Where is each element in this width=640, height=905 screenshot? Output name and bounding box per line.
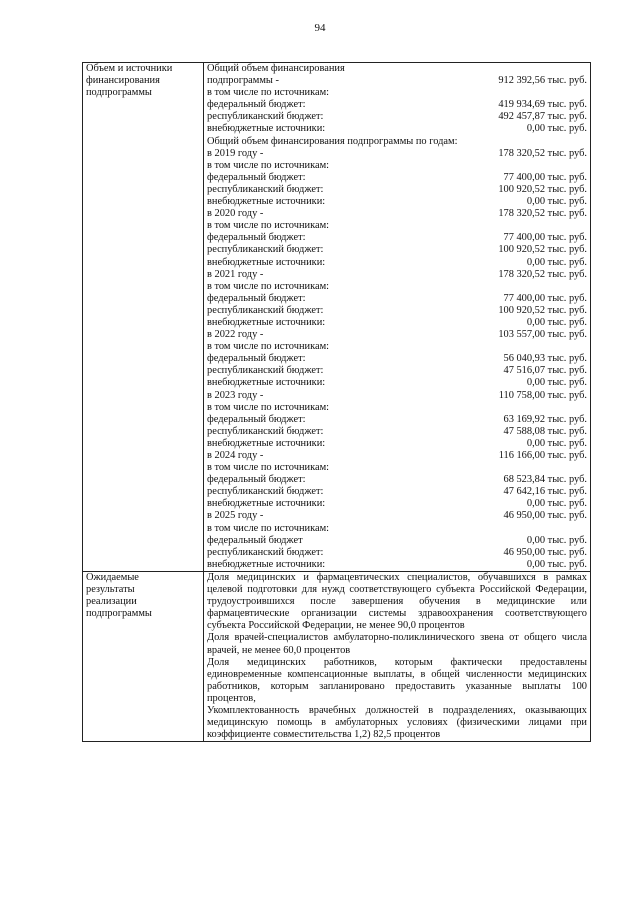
financing-line xyxy=(207,559,587,571)
financing-line xyxy=(207,111,587,123)
financing-line xyxy=(207,244,587,256)
financing-line xyxy=(207,341,587,353)
financing-line xyxy=(207,87,587,99)
financing-line-amount: 47 516,07 тыс. руб. xyxy=(503,365,587,377)
financing-line xyxy=(207,547,587,559)
financing-line-label: федеральный бюджет: xyxy=(207,413,306,425)
financing-line xyxy=(207,486,587,498)
financing-line xyxy=(207,293,587,305)
financing-line-label: республиканский бюджет: xyxy=(207,546,324,558)
financing-line-amount: 0,00 тыс. руб. xyxy=(526,123,587,135)
financing-line-amount: 178 320,52 тыс. руб. xyxy=(498,268,587,280)
results-row xyxy=(83,571,591,741)
financing-line-amount: 178 320,52 тыс. руб. xyxy=(498,208,587,220)
financing-line xyxy=(207,196,587,208)
financing-line-label: в 2021 году - xyxy=(207,268,264,280)
financing-line-label: внебюджетные источники: xyxy=(207,196,326,208)
financing-details xyxy=(204,63,591,572)
financing-line-label: в 2019 году - xyxy=(207,147,264,159)
financing-line-amount: 0,00 тыс. руб. xyxy=(526,196,587,208)
financing-line-label: внебюджетные источники: xyxy=(207,498,326,510)
financing-line-amount: 68 523,84 тыс. руб. xyxy=(503,474,587,486)
financing-line-label: федеральный бюджет: xyxy=(207,292,306,304)
financing-line-amount: 110 758,00 тыс. руб. xyxy=(498,389,587,401)
financing-line xyxy=(207,450,587,462)
financing-line-label: внебюджетные источники: xyxy=(207,377,326,389)
financing-line xyxy=(207,172,587,184)
financing-line-amount: 100 920,52 тыс. руб. xyxy=(498,183,587,195)
financing-line-label: Общий объем финансирования подпрограммы по годам: xyxy=(207,135,458,147)
financing-line-label: внебюджетные источники: xyxy=(207,316,326,328)
financing-line-amount: 116 166,00 тыс. руб. xyxy=(498,450,587,461)
financing-line-amount: 100 920,52 тыс. руб. xyxy=(498,304,587,316)
financing-line xyxy=(207,414,587,426)
financing-line-label: в том числе по источникам: xyxy=(207,462,330,474)
financing-line-label: в том числе по источникам: xyxy=(207,341,330,353)
financing-line xyxy=(207,281,587,293)
financing-line xyxy=(207,317,587,329)
financing-line-amount: 0,00 тыс. руб. xyxy=(526,534,587,546)
financing-line-label: внебюджетные источники: xyxy=(207,123,326,135)
financing-line xyxy=(207,510,587,522)
result-indicator: Укомплектованность врачебных должностей в подразделениях, оказывающих медицинскую помощь в амбулаторных условиях (физическими лицами при коэффициенте совместительства 1,2) 82,5 процентов xyxy=(207,704,587,741)
financing-line xyxy=(207,208,587,220)
result-indicator: Доля медицинских и фармацевтических специалистов, обучавшихся в рамках целевой подготовки для нужд соответствующего субъекта Российской Федерации, трудоустроившихся после завершения обучения в медицинские или фармацевтические организации системы здравоохранения соответствующего субъекта Российской Федерации, не менее 90,0 процентов xyxy=(207,571,587,632)
financing-line xyxy=(207,99,587,111)
financing-line-amount: 77 400,00 тыс. руб. xyxy=(503,292,587,304)
financing-line xyxy=(207,353,587,365)
financing-line xyxy=(207,136,587,148)
financing-line xyxy=(207,184,587,196)
financing-line-label: республиканский бюджет: xyxy=(207,244,324,256)
financing-line-label: республиканский бюджет: xyxy=(207,365,324,377)
financing-line-label: внебюджетные источники: xyxy=(207,437,326,449)
financing-line xyxy=(207,75,587,87)
financing-line-label: внебюджетные источники: xyxy=(207,256,326,268)
financing-line xyxy=(207,377,587,389)
financing-line xyxy=(207,220,587,232)
financing-line-label: в том числе по источникам: xyxy=(207,280,330,292)
financing-line-amount: 492 457,87 тыс. руб. xyxy=(498,111,587,123)
financing-line-amount: 63 169,92 тыс. руб. xyxy=(503,413,587,425)
financing-line xyxy=(207,426,587,438)
financing-line xyxy=(207,535,587,547)
financing-line-label: федеральный бюджет: xyxy=(207,474,306,486)
financing-line xyxy=(207,365,587,377)
financing-line-amount: 77 400,00 тыс. руб. xyxy=(503,232,587,244)
financing-line-label: Общий объем финансирования xyxy=(207,63,345,74)
financing-line-label: в том числе по источникам: xyxy=(207,220,330,232)
financing-line-label: в том числе по источникам: xyxy=(207,401,330,413)
financing-line-label: федеральный бюджет xyxy=(207,534,303,546)
financing-line-label: федеральный бюджет: xyxy=(207,171,306,183)
financing-line-amount: 0,00 тыс. руб. xyxy=(526,256,587,268)
financing-line xyxy=(207,438,587,450)
financing-line-label: республиканский бюджет: xyxy=(207,425,324,437)
financing-line xyxy=(207,329,587,341)
financing-line xyxy=(207,523,587,535)
financing-line-amount: 46 950,00 тыс. руб. xyxy=(503,510,587,522)
financing-line-amount: 100 920,52 тыс. руб. xyxy=(498,244,587,256)
financing-line-label: подпрограммы - xyxy=(207,75,279,87)
financing-line-label: республиканский бюджет: xyxy=(207,183,324,195)
financing-line-label: внебюджетные источники: xyxy=(207,558,326,570)
financing-line-amount: 47 642,16 тыс. руб. xyxy=(503,486,587,498)
financing-line-label: в том числе по источникам: xyxy=(207,522,330,534)
financing-line-amount: 47 588,08 тыс. руб. xyxy=(503,425,587,437)
financing-line-label: федеральный бюджет: xyxy=(207,99,306,111)
financing-line xyxy=(207,148,587,160)
financing-line-label: в том числе по источникам: xyxy=(207,159,330,171)
financing-line xyxy=(207,63,587,75)
financing-line-label: в том числе по источникам: xyxy=(207,87,330,99)
financing-line-amount: 419 934,69 тыс. руб. xyxy=(498,99,587,111)
financing-line xyxy=(207,257,587,269)
financing-line-amount: 0,00 тыс. руб. xyxy=(526,377,587,389)
financing-line-label: в 2023 году - xyxy=(207,389,264,401)
financing-line-amount: 0,00 тыс. руб. xyxy=(526,498,587,510)
financing-row xyxy=(83,63,591,572)
financing-line-amount: 178 320,52 тыс. руб. xyxy=(498,147,587,159)
financing-line-label: федеральный бюджет: xyxy=(207,353,306,365)
financing-line-amount: 0,00 тыс. руб. xyxy=(526,558,587,570)
financing-line xyxy=(207,474,587,486)
financing-line-amount: 77 400,00 тыс. руб. xyxy=(503,171,587,183)
financing-line xyxy=(207,269,587,281)
financing-line xyxy=(207,232,587,244)
financing-line-label: республиканский бюджет: xyxy=(207,304,324,316)
financing-line-amount: 103 557,00 тыс. руб. xyxy=(498,329,587,341)
financing-label: Объем и источники финансирования подпрограммы xyxy=(83,63,204,572)
subprogram-passport-table xyxy=(82,62,591,742)
financing-line-label: в 2022 году - xyxy=(207,329,264,341)
financing-line-label: федеральный бюджет: xyxy=(207,232,306,244)
financing-line xyxy=(207,305,587,317)
financing-line-amount: 56 040,93 тыс. руб. xyxy=(503,353,587,365)
financing-line xyxy=(207,390,587,402)
financing-line xyxy=(207,402,587,414)
results-label: Ожидаемые результаты реализации подпрограммы xyxy=(83,571,204,741)
financing-line xyxy=(207,160,587,172)
result-indicator: Доля врачей-специалистов амбулаторно-поликлинического звена от общего числа врачей, не менее 60,0 процентов xyxy=(207,632,587,656)
financing-line xyxy=(207,462,587,474)
financing-line-label: республиканский бюджет: xyxy=(207,111,324,123)
financing-line-amount: 912 392,56 тыс. руб. xyxy=(498,75,587,87)
financing-line xyxy=(207,123,587,135)
financing-line-label: в 2020 году - xyxy=(207,208,264,220)
results-details xyxy=(204,571,591,741)
financing-line-label: республиканский бюджет: xyxy=(207,486,324,498)
financing-line xyxy=(207,498,587,510)
financing-line-label: в 2025 году - xyxy=(207,510,264,522)
result-indicator: Доля медицинских работников, которым фактически предоставлены единовременные компенсационные выплаты, в общей численности медицинских работников, которым запланировано предоставить указанные выплаты 100 процентов, xyxy=(207,656,587,704)
financing-line-amount: 0,00 тыс. руб. xyxy=(526,316,587,328)
page-number: 94 xyxy=(314,22,326,34)
financing-line-label: в 2024 году - xyxy=(207,450,264,461)
financing-line-amount: 46 950,00 тыс. руб. xyxy=(503,546,587,558)
financing-line-amount: 0,00 тыс. руб. xyxy=(526,437,587,449)
